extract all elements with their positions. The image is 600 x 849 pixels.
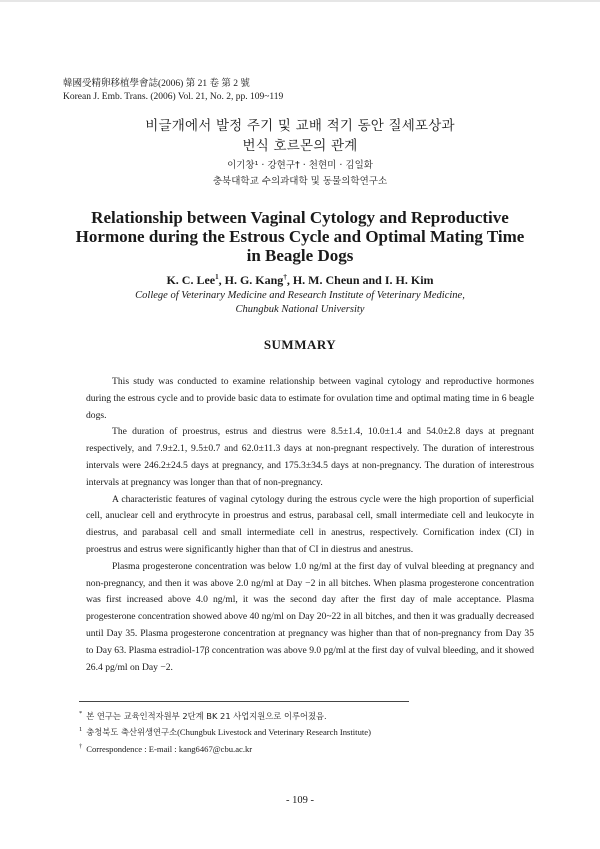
- korean-authors: 이기창¹ · 강현구† · 천현미 · 김일화: [227, 160, 373, 171]
- footnote-funding-text: 본 연구는 교육인적자원부 2단계 BK 21 사업지원으로 이루어졌음.: [86, 710, 327, 721]
- author-cheun: H. M. Cheun: [292, 273, 360, 287]
- english-affiliation-line-1: College of Veterinary Medicine and Research Institute of Veterinary Medicine,: [135, 290, 465, 301]
- english-affiliation-line-2: Chungbuk National University: [235, 304, 365, 315]
- footnotes: [79, 707, 539, 756]
- english-title-line-2: Hormone during the Estrous Cycle and Optimal Mating Time: [75, 227, 525, 246]
- journal-line-korean: 韓國受精卵移植學會誌(2006) 第 21 卷 第 2 號: [63, 79, 250, 89]
- footnote-institute-korean: 충청북도 축산위생연구소: [86, 727, 178, 738]
- page-top-edge: [0, 0, 600, 2]
- author-separator: ,: [218, 273, 225, 287]
- footnote-institute: [79, 723, 539, 739]
- journal-line-english: Korean J. Emb. Trans. (2006) Vol. 21, No. 2, pp. 109~119: [63, 92, 284, 102]
- english-title-line-3: in Beagle Dogs: [246, 246, 354, 265]
- page-number: - 109 -: [286, 795, 314, 806]
- korean-title-line-1: 비글개에서 발정 주기 및 교배 적기 동안 질세포상과: [145, 118, 455, 134]
- summary-body: [86, 374, 534, 676]
- korean-title: [0, 116, 600, 156]
- summary-heading: SUMMARY: [263, 337, 337, 352]
- korean-title-line-2: 번식 호르몬의 관계: [242, 138, 358, 154]
- summary-paragraph-3: A characteristic features of vaginal cytology during the estrous cycle were the high proportion of superficial cell, anuclear cell and erythrocyte in proestrus and estrus, parabasal cell, small intermediate cell and leukocyte in diestrus, and parabasal cell and small intermediate cell in anestrus, respectively. Cornification index (CI) in proestrus and estrus were significantly higher than that of CI in diestrus and anestrus.: [86, 493, 534, 555]
- author-kang-mark: †: [283, 273, 287, 281]
- footnote-divider: [79, 701, 409, 702]
- korean-affiliation: 충북대학교 수의과대학 및 동물의학연구소: [212, 176, 388, 187]
- footnote-mark: *: [79, 710, 83, 717]
- summary-paragraph-2: The duration of proestrus, estrus and diestrus were 8.5±1.4, 10.0±1.4 and 54.0±2.8 days at pregnant respectively, and 7.9±2.1, 9.5±0.7 and 62.0±11.3 days at non-pregnant respectively. The duration of interestrous intervals were 246.2±24.5 days at pregnancy, and 175.3±34.5 days at non-pregnancy. The duration of interestrous intervals at pregnancy was longer than that of non-pregnancy.: [86, 426, 534, 488]
- english-authors: [0, 269, 600, 288]
- author-lee-mark: 1: [215, 273, 219, 281]
- footnote-correspondence-text: Correspondence : E-mail : kang6467@cbu.ac.kr: [86, 743, 253, 754]
- author-separator: ,: [286, 273, 293, 287]
- korean-author-block: [0, 158, 600, 190]
- footnote-institute-english: (Chungbuk Livestock and Veterinary Research Institute): [177, 727, 371, 738]
- journal-header: [63, 78, 523, 104]
- author-kang: H. G. Kang: [224, 273, 284, 287]
- english-title-line-1: Relationship between Vaginal Cytology and Reproductive: [91, 208, 509, 227]
- footnote-funding: [79, 707, 539, 723]
- author-separator: and: [359, 273, 385, 287]
- author-lee: K. C. Lee: [166, 273, 216, 287]
- footnote-mark: 1: [79, 726, 83, 734]
- footnote-correspondence: [79, 740, 539, 756]
- footnote-mark: †: [79, 742, 83, 750]
- summary-paragraph-1: This study was conducted to examine relationship between vaginal cytology and reproductive hormones during the estrous cycle and to provide basic data to estimate for ovulation time and optimal mating time in 6 beagle dogs.: [86, 376, 534, 421]
- author-kim: I. H. Kim: [384, 273, 434, 287]
- english-affiliation: [0, 289, 600, 317]
- english-title: [0, 208, 600, 265]
- summary-paragraph-4: Plasma progesterone concentration was below 1.0 ng/ml at the first day of vulval bleeding at pregnancy and non-pregnancy, and then it was above 2.0 ng/ml at Day −2 in all bitches. When plasma progesterone concentration was first increased above 4.0 ng/ml, it was the second day after the first day of male acceptance. Plasma progesterone concentration showed above 40 ng/ml on Day 20~22 in all bitches, and then it was gradually decreased until Day 35. Plasma progesterone concentration at pregnancy was higher than that of non-pregnancy from Day 35 to Day 63. Plasma estradiol-17β concentration was above 9.0 pg/ml at the first day of vulval bleeding, and it showed 26.4 pg/ml on Day −2.: [86, 560, 534, 673]
